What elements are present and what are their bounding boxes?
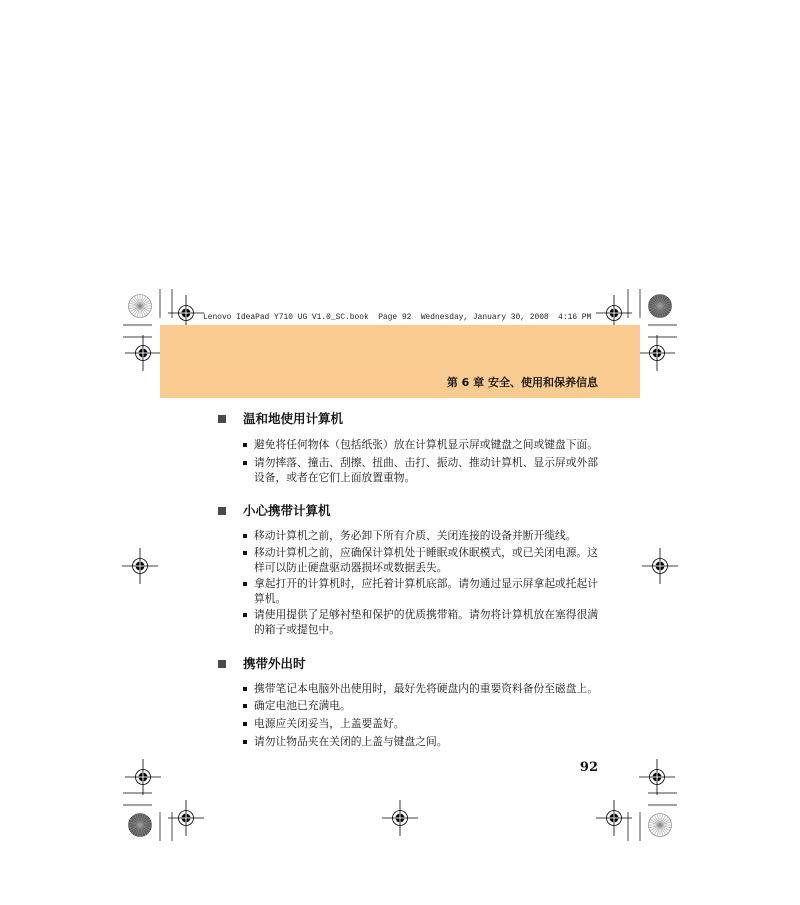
small-square-bullet-icon [243,613,247,617]
square-bullet-icon [218,415,226,423]
list-item-line: 请勿让物品夹在关闭的上盖与键盘之间。 [254,735,448,748]
sunburst-target-icon [649,295,672,318]
small-square-bullet-icon [243,534,247,538]
list-item-line: 设备，或者在它们上面放置重物。 [254,471,416,484]
small-square-bullet-icon [243,582,247,586]
list-item-line: 的箱子或提包中。 [254,623,341,636]
registration-target-icon [122,548,158,584]
registration-target-icon [168,800,204,836]
registration-target-icon [639,759,675,795]
list-item-line: 样可以防止硬盘驱动器损坏或数据丢失。 [254,561,448,574]
small-square-bullet-icon [243,740,247,744]
list-item-line: 确定电池已充满电。 [254,699,351,712]
small-square-bullet-icon [243,704,247,708]
section-heading: 携带外出时 [243,656,306,671]
sunburst-target-icon [649,814,672,837]
small-square-bullet-icon [243,687,247,691]
registration-target-icon [125,759,161,795]
list-item-line: 避免将任何物体（包括纸张）放在计算机显示屏或键盘之间或键盘下面。 [254,438,599,451]
registration-target-icon [382,800,418,836]
section-heading: 温和地使用计算机 [243,411,344,426]
page-number: 92 [579,760,598,775]
chapter-title: 第 6 章 安全、使用和保养信息 [446,376,598,389]
print-slug-line: Lenovo IdeaPad Y710 UG V1.0_SC.book Page 92 Wednesday, January 30, 2008 4:16 PM [203,313,592,322]
list-item-line: 请使用提供了足够衬垫和保护的优质携带箱。请勿将计算机放在塞得很满 [254,608,599,621]
registration-target-icon [596,800,632,836]
sunburst-target-icon [129,814,152,837]
small-square-bullet-icon [243,551,247,555]
list-item-line: 算机。 [254,592,287,605]
list-item-line: 移动计算机之前，务必卸下所有介质、关闭连接的设备并断开缆线。 [254,529,577,542]
registration-target-icon [639,335,675,371]
registration-target-icon [642,548,678,584]
square-bullet-icon [218,660,226,668]
list-item-line: 电源应关闭妥当，上盖要盖好。 [254,717,405,730]
list-item-line: 携带笔记本电脑外出使用时，最好先将硬盘内的重要资料备份至磁盘上。 [254,682,599,695]
small-square-bullet-icon [243,722,247,726]
list-item-line: 请勿摔落、撞击、刮擦、扭曲、击打、振动、推动计算机、显示屏或外部 [254,456,599,469]
square-bullet-icon [218,507,226,515]
small-square-bullet-icon [243,461,247,465]
list-item-line: 移动计算机之前，应确保计算机处于睡眠或休眠模式，或已关闭电源。这 [254,546,599,559]
small-square-bullet-icon [243,443,247,447]
chapter-header-band [160,325,640,398]
list-item-line: 拿起打开的计算机时，应托着计算机底部。请勿通过显示屏拿起或托起计 [254,577,599,590]
section-heading: 小心携带计算机 [243,503,331,518]
registration-target-icon [125,335,161,371]
sunburst-target-icon [129,295,152,318]
